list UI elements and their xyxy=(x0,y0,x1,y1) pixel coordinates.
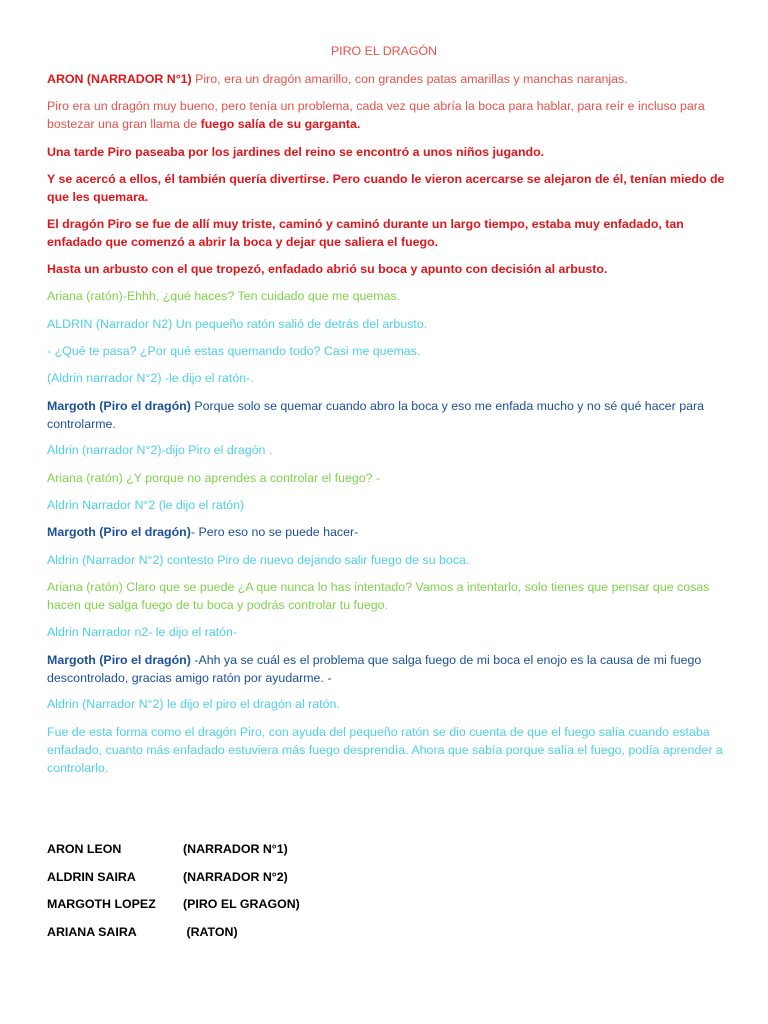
paragraph-narration: Una tarde Piro paseaba por los jardines del reino se encontró a unos niños jugando. xyxy=(47,145,545,159)
paragraph-narration: El dragón Piro se fue de allí muy triste, caminó y caminó durante un largo tiempo, estaba muy enfadado, tan enfadado que comenzó a abrir la boca y dejar que saliera el fuego. xyxy=(47,217,684,249)
paragraph-piro-problem xyxy=(47,97,727,133)
paragraph-emphasis: fuego salía de su garganta. xyxy=(200,117,361,131)
cast-name: ARON LEON xyxy=(47,842,122,856)
paragraph-ariana: Ariana (ratón) Claro que se puede ¿A que nunca lo has intentado? Vamos a intentarlo, solo tienes que pensar que cosas hacen que salga fuego de tu boca y podrás controlar tu fuego. xyxy=(47,580,710,612)
speaker-label: ARON (NARRADOR N°1) xyxy=(47,72,192,86)
paragraph-aldrin: Aldrin (Narrador N°2) contesto Piro de nuevo dejando salir fuego de su boca. xyxy=(47,553,470,567)
paragraph-text: Porque solo se quemar cuando abro la boca y eso me enfada mucho y no sé qué hacer para controlarme. xyxy=(47,399,705,431)
paragraph-ariana: Ariana (ratón) ¿Y porque no aprendes a controlar el fuego? - xyxy=(47,471,381,485)
paragraph-aldrin: Aldrin (narrador N°2)-dijo Piro el dragón . xyxy=(47,443,273,457)
cast-role: (NARRADOR N°2) xyxy=(183,870,288,884)
speaker-label: Margoth (Piro el dragón) xyxy=(47,653,191,667)
paragraph-text: Piro era un dragón muy bueno, pero tenía un problema, cada vez que abría la boca para hablar, para reír e incluso para bostezar una gran llama de xyxy=(47,99,705,131)
cast-role: (NARRADOR N°1) xyxy=(183,842,288,856)
paragraph-text: -Ahh ya se cuál es el problema que salga fuego de mi boca el enojo es la causa de mi fuego descontrolado, gracias amigo ratón por ayudarme. - xyxy=(47,653,702,685)
cast-row xyxy=(47,923,447,941)
paragraph-margoth xyxy=(47,651,727,687)
paragraph-ariana: Ariana (ratón)-Ehhh, ¿qué haces? Ten cuidado que me quemas. xyxy=(47,289,401,303)
speaker-label: Margoth (Piro el dragón) xyxy=(47,525,191,539)
paragraph-aldrin: Aldrin Narrador n2- le dijo el ratón- xyxy=(47,625,238,639)
paragraph-margoth xyxy=(47,397,727,433)
paragraph-aldrin: Aldrin (Narrador N°2) le dijo el piro el dragón al ratón. xyxy=(47,697,340,711)
cast-name: ARIANA SAIRA xyxy=(47,925,137,939)
paragraph-margoth xyxy=(47,523,727,541)
cast-role: (RATON) xyxy=(183,925,238,939)
cast-role: (PIRO EL GRAGON) xyxy=(183,897,300,911)
cast-row xyxy=(47,840,447,858)
paragraph-closing: Fue de esta forma como el dragón Piro, con ayuda del pequeño ratón se dio cuenta de que el fuego salía cuando estaba enfadado, cuanto más enfadado estuviera más fuego desprendía. Ahora que sabía porque salía el fuego, podía aprender a controlarlo. xyxy=(47,725,723,775)
cast-row xyxy=(47,868,447,886)
paragraph-aron-intro xyxy=(47,70,727,88)
cast-row xyxy=(47,895,447,913)
document-title: PIRO EL DRAGÓN xyxy=(330,44,438,58)
paragraph-aldrin: Aldrin Narrador N°2 (le dijo el ratón) xyxy=(47,498,245,512)
cast-name: ALDRIN SAIRA xyxy=(47,870,136,884)
paragraph-aldrin: ALDRIN (Narrador N2) Un pequeño ratón salió de detrás del arbusto. xyxy=(47,317,428,331)
cast-name: MARGOTH LOPEZ xyxy=(47,897,156,911)
paragraph-narration: Y se acercó a ellos, él también quería divertirse. Pero cuando le vieron acercarse se alejaron de él, tenían miedo de que les quemara. xyxy=(47,172,725,204)
paragraph-text: - Pero eso no se puede hacer- xyxy=(190,525,359,539)
paragraph-aldrin: (Aldrin narrador N°2) -le dijo el ratón-. xyxy=(47,371,254,385)
speaker-label: Margoth (Piro el dragón) xyxy=(47,399,191,413)
paragraph-aldrin: - ¿Qué te pasa? ¿Por qué estas quemando todo? Casi me quemas. xyxy=(47,344,421,358)
paragraph-text: Piro, era un dragón amarillo, con grandes patas amarillas y manchas naranjas. xyxy=(191,72,628,86)
paragraph-narration: Hasta un arbusto con el que tropezó, enfadado abrió su boca y apunto con decisión al arbusto. xyxy=(47,262,608,276)
